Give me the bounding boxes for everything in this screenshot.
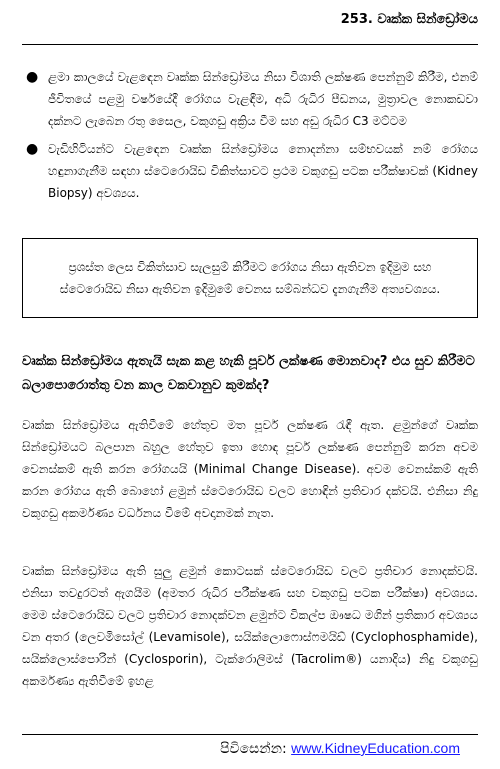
footer-divider: [22, 734, 478, 735]
list-item: [22, 66, 478, 132]
body-paragraph: වෘක්ක සින්ඩ්‍රෝමය ඇතිවීමේ හේතුව මත පූර්ව ලක්ෂණ රැඳී ඇත. ළමුන්ගේ වෘක්ක සින්ඩ්‍රෝමයට බලපාන බහුල හේතුව ඉතා හොඳ පූර්ව ලක්ෂණ පෙන්නුම් කරන අවම වෙනස්කම් ඇති කරන රෝගයයි (Minimal Change Disease). අවම වෙනස්කම් ඇති කරන රෝගය ඇති බොහෝ ළමුන් ස්ටෙරොයිඩ වලට හොඳින් ප්‍රතිචාර දක්වයි. එනිසා නිදු වකුගඩු අකර්මණ්‍ය වර්ධනය වීමේ අවදානමක් නැත.: [22, 418, 478, 520]
bullet-list: [22, 66, 478, 210]
footer-label: පිවිසෙන්න:: [220, 741, 287, 757]
note-text: ප්‍රශස්ත ලෙස චිකිත්සාව සැලසුම් කිරීමට රෝගය නිසා ඇතිවන ඉදිමුම සහ ස්ටෙරොයිඩ නිසා ඇතිවන ඉදිමුමේ වෙනස සම්බන්ධව දැනගැනීම අත්‍යවශ්‍යය.: [59, 260, 441, 296]
bullet-text: ළමා කාලයේ වැළඳෙන වෘක්ක සින්ඩ්‍රෝමය නිසා විශාති ලක්ෂණ පෙන්නුම් කිරීම, එනම් ජීවිතයේ පළමු වර්ෂයේදී රෝගය වැළඳීම, අධි රුධිර පීඩනය, මුත්‍රාවල නොකඩවා දක්නට ලැබෙන රතු සෛල, වකුගඩු අක්‍රිය වීම සහ අඩු රුධිර C3 මට්ටම: [48, 70, 478, 128]
bullet-text: වැඩිහිටියන්ට වැළඳෙන වෘක්ක සින්ඩ්‍රෝමය නොදන්නා සම්භවයක් නම් රෝගය හඳුනාගැනීම සඳහා ස්ටෙරොයිඩ චිකිත්සාවට ප්‍රථම වකුගඩු පටක පරීක්ෂාවක් (Kidney Biopsy) අවශ්‍යය.: [48, 142, 478, 200]
page-footer: [220, 740, 460, 757]
website-link[interactable]: www.KidneyEducation.com: [291, 740, 460, 756]
body-paragraph: වෘක්ක සින්ඩ්‍රෝමය ඇති සුලු ළමුන් කොටසක් ස්ටෙරොයිඩ වලට ප්‍රතිචාර නොදක්වයි. එනිසා තවදුරටත් ඇගයීම (අමතර රුධිර පරීක්ෂණ සහ වකුගඩු පටක පරීක්ෂා) අවශ්‍යය. මෙම ස්ටෙරොයිඩ වලට ප්‍රතිචාර නොදක්වන ළමුන්ට විකල්ප ඖෂධ මගින් ප්‍රතිකාර අවශ්‍යය වන අතර (ලෙවමිසෝල් (Levamisole), සයික්ලොෆොස්ෆමයිඩ් (Cyclophosphamide), සයික්ලොස්පොරින් (Cyclosporin), ටැක්රොලිමස් (Tacrolim®) යනාදිය) නිදු වකුගඩු අකර්මණ්‍ය ඇතිවීමේ ඉහළ: [22, 564, 478, 688]
note-box: [22, 238, 478, 318]
bullet-icon: ●: [26, 69, 39, 85]
section-question-heading: වෘක්ක සින්ඩ්‍රෝමය ඇතැයි සැක කළ හැකි පූර්ව ලක්ෂණ මොනවාද? එය සුව කිරීමට බලාපොරොත්තු වන කාල වකවානුව කුමක්ද?: [22, 354, 475, 393]
bullet-icon: ●: [26, 141, 39, 157]
page-header-title: 253. වෘක්ක සින්ඩ්‍රෝමය: [340, 12, 478, 27]
header-divider: [22, 44, 478, 45]
list-item: [22, 138, 478, 204]
